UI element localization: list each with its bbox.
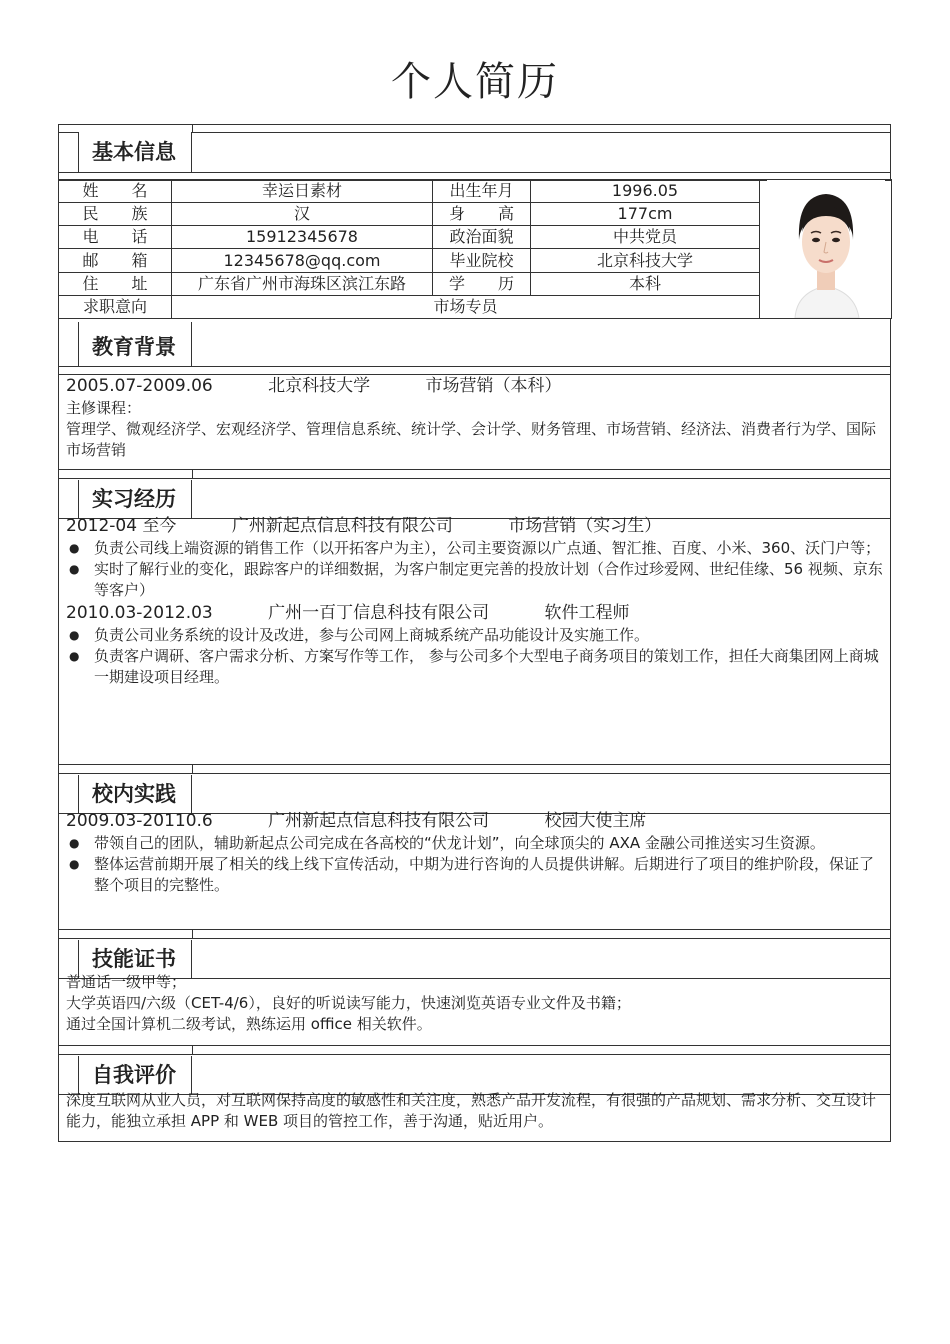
- section-header-basic: [58, 124, 891, 181]
- intern2-bullet-2: ● 负责客户调研、客户需求分析、方案写作等工作， 参与公司多个大型电子商务项目的策划工作，担任大商集团网上商城一期建设项目经理。: [66, 646, 883, 688]
- section-title-basic: 基本信息: [78, 132, 192, 172]
- edu-courses: 管理学、微观经济学、宏观经济学、管理信息系统、统计学、会计学、财务管理、市场营销、经济法、消费者行为学、国际市场营销: [66, 420, 877, 459]
- skill-3: 通过全国计算机二级考试，熟练运用 office 相关软件。: [66, 1015, 432, 1033]
- label-degree: 学 历: [433, 272, 531, 295]
- value-degree: 本科: [531, 272, 760, 295]
- campus-bullet-2: ● 整体运营前期开展了相关的线上线下宣传活动，中期为进行咨询的人员提供讲解。后期进行了项目的维护阶段，保证了整个项目的完整性。: [66, 854, 883, 896]
- skill-2: 大学英语四/六级（CET-4/6），良好的听说读写能力，快速浏览英语专业文件及书籍；: [66, 994, 631, 1012]
- campus-period: 2009.03-20110.6: [66, 811, 213, 831]
- value-ethnic: 汉: [172, 203, 433, 226]
- campus-content: [58, 809, 891, 896]
- label-height: 身 高: [433, 203, 531, 226]
- intern1-company: 广州新起点信息科技有限公司: [231, 516, 453, 536]
- intern2-period: 2010.03-2012.03: [66, 603, 213, 623]
- label-phone: 电 话: [59, 226, 172, 249]
- internship-content: [58, 514, 891, 688]
- value-address: 广东省广州市海珠区滨江东路: [172, 272, 433, 295]
- intern2-bullet-1: ● 负责公司业务系统的设计及改进，参与公司网上商城系统产品功能设计及实施工作。: [66, 625, 883, 646]
- education-content: [58, 374, 891, 461]
- page-title: 个人简历: [391, 59, 559, 105]
- section-title-skills: 技能证书: [78, 940, 192, 978]
- value-birth: 1996.05: [531, 180, 760, 203]
- basic-info-table: [58, 179, 892, 319]
- campus-role: 校园大使主席: [544, 811, 647, 831]
- section-header-education: [58, 318, 891, 375]
- value-email: 12345678@qq.com: [172, 249, 433, 272]
- section-title-campus: 校内实践: [78, 775, 192, 813]
- self-content: [58, 1090, 891, 1132]
- edu-period: 2005.07-2009.06: [66, 376, 213, 396]
- label-intent: 求职意向: [59, 295, 172, 318]
- edu-major: 市场营销（本科）: [425, 376, 562, 396]
- skills-content: [58, 972, 891, 1035]
- campus-bullet-1: ● 带领自己的团队，辅助新起点公司完成在各高校的“伏龙计划”，向全球顶尖的 AXA 金融公司推送实习生资源。: [66, 833, 883, 854]
- photo-cell: [760, 180, 892, 319]
- section-title-education: 教育背景: [78, 322, 192, 366]
- value-intent: 市场专员: [172, 295, 760, 318]
- value-school: 北京科技大学: [531, 249, 760, 272]
- self-eval-text: 深度互联网从业人员，对互联网保持高度的敏感性和关注度，熟悉产品开发流程，有很强的产品规划、需求分析、交互设计能力，能独立承担 APP 和 WEB 项目的管控工作，善于沟通，贴近用户。: [66, 1091, 877, 1130]
- label-politics: 政治面貌: [433, 226, 531, 249]
- value-politics: 中共党员: [531, 226, 760, 249]
- value-name: 幸运日素材: [172, 180, 433, 203]
- label-ethnic: 民 族: [59, 203, 172, 226]
- section-title-internship: 实习经历: [78, 480, 192, 518]
- edu-school: 北京科技大学: [268, 376, 371, 396]
- intern1-bullet-1: ● 负责公司线上端资源的销售工作（以开拓客户为主），公司主要资源以广点通、智汇推、百度、小米、360、沃门户等；: [66, 538, 883, 559]
- intern1-period: 2012-04 至今: [66, 516, 177, 536]
- label-address: 住 址: [59, 272, 172, 295]
- intern2-role: 软件工程师: [544, 603, 630, 623]
- label-school: 毕业院校: [433, 249, 531, 272]
- section-title-self: 自我评价: [78, 1056, 192, 1094]
- intern1-bullet-2: ● 实时了解行业的变化，跟踪客户的详细数据，为客户制定更完善的投放计划（合作过珍爱网、世纪佳缘、56 视频、京东等客户）: [66, 559, 883, 601]
- label-name: 姓 名: [59, 180, 172, 203]
- campus-company: 广州新起点信息科技有限公司: [268, 811, 490, 831]
- value-phone: 15912345678: [172, 226, 433, 249]
- intern1-role: 市场营销（实习生）: [508, 516, 662, 536]
- value-height: 177cm: [531, 203, 760, 226]
- skill-1: 普通话一级甲等；: [66, 973, 187, 991]
- label-email: 邮 箱: [59, 249, 172, 272]
- label-birth: 出生年月: [433, 180, 531, 203]
- edu-courses-label: 主修课程：: [66, 399, 142, 417]
- intern2-company: 广州一百丁信息科技有限公司: [268, 603, 490, 623]
- profile-photo: [767, 180, 885, 318]
